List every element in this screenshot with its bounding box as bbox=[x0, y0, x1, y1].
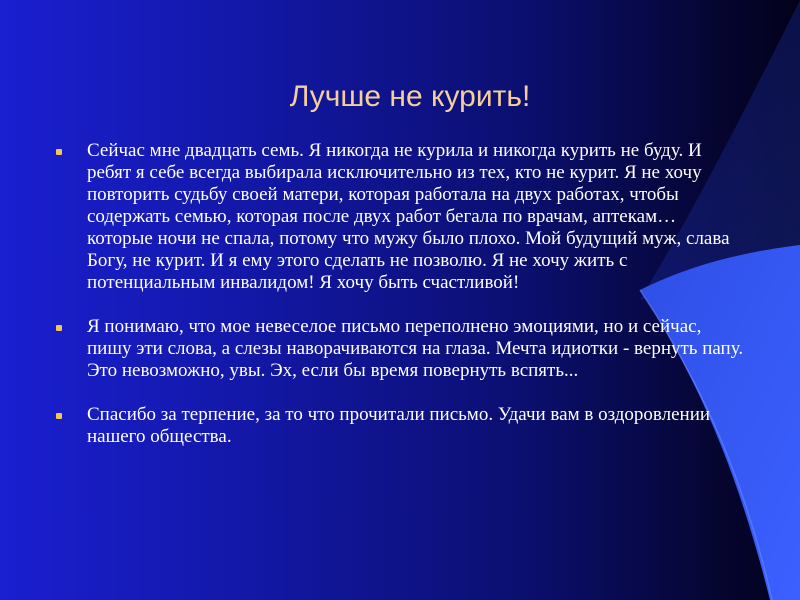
list-item bbox=[56, 316, 746, 382]
paragraph-text: Я понимаю, что мое невеселое письмо переполнено эмоциями, но и сейчас, пишу эти слова, а слезы наворачиваются на глаза. Мечта идиотки - вернуть папу. Это невозможно, увы. Эх, если бы время повернуть вспять... bbox=[87, 316, 744, 381]
bullet-icon bbox=[56, 325, 62, 331]
paragraph-text: Сейчас мне двадцать семь. Я никогда не курила и никогда курить не буду. И ребят я себе всегда выбирала исключительно из тех, кто не курит. Я не хочу повторить судьбу своей матери, которая работала на двух работах, чтобы содержать семью, которая после двух работ бегала по врачам, аптекам… которые ночи не спала, потому что мужу было плохо. Мой будущий муж, слава Богу, не курит. И я ему этого сделать не позволю. Я не хочу жить с потенциальным инвалидом! Я хочу быть счастливой! bbox=[87, 140, 730, 293]
list-item bbox=[56, 404, 746, 448]
bullet-list bbox=[56, 140, 746, 470]
list-item bbox=[56, 140, 746, 294]
slide-title: Лучше не курить! bbox=[289, 80, 531, 113]
bullet-icon bbox=[56, 149, 62, 155]
paragraph-text: Спасибо за терпение, за то что прочитали письмо. Удачи вам в оздоровлении нашего общества. bbox=[87, 404, 711, 447]
bullet-icon bbox=[56, 413, 62, 419]
